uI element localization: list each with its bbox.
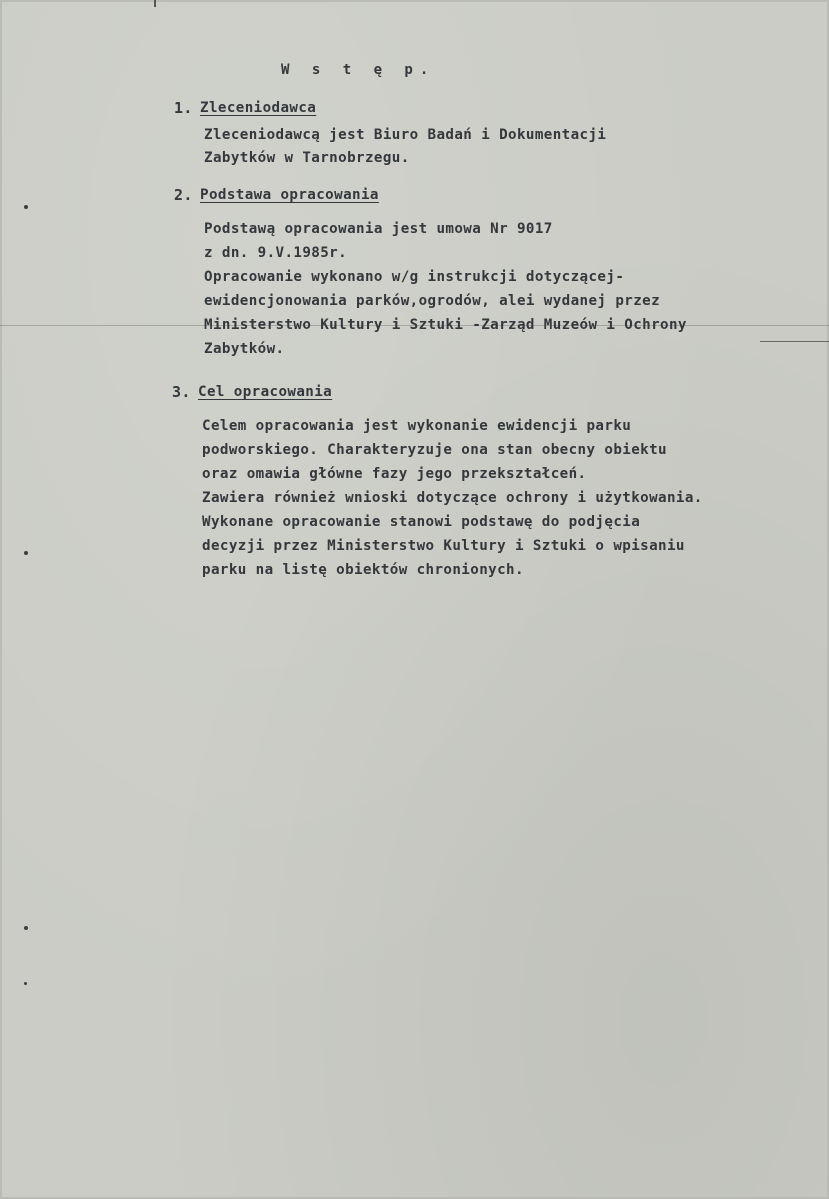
- section-text-line: ewidencjonowania parków,ogrodów, alei wydanej przez: [204, 293, 661, 309]
- paper-fold-line-right: [760, 341, 829, 342]
- section-heading: Cel opracowania: [198, 384, 333, 400]
- section-number: 2.: [174, 186, 193, 204]
- section-text-line: oraz omawia główne fazy jego przekształceń.: [202, 466, 587, 482]
- punch-hole-dot: [24, 982, 27, 985]
- section-text-line: Wykonane opracowanie stanowi podstawę do podjęcia: [202, 514, 641, 530]
- section-text-line: Zabytków.: [204, 341, 285, 357]
- section-text-line: Zleceniodawcą jest Biuro Badań i Dokumentacji: [204, 127, 607, 143]
- paper-mark: [154, 0, 156, 7]
- document-title: W s t ę p.: [281, 62, 436, 78]
- section-text-line: Ministerstwo Kultury i Sztuki -Zarząd Muzeów i Ochrony: [204, 317, 687, 333]
- section-text-line: decyzji przez Ministerstwo Kultury i Sztuki o wpisaniu: [202, 538, 685, 554]
- section-text-line: Zawiera również wnioski dotyczące ochrony i użytkowania.: [202, 490, 703, 506]
- section-heading: Zleceniodawca: [200, 100, 317, 116]
- section-text-line: Zabytków w Tarnobrzegu.: [204, 150, 410, 166]
- section-text-line: Podstawą opracowania jest umowa Nr 9017: [204, 221, 553, 237]
- punch-hole-dot: [24, 551, 28, 555]
- section-text-line: z dn. 9.V.1985r.: [204, 245, 348, 261]
- section-number: 3.: [172, 383, 191, 401]
- section-text-line: Celem opracowania jest wykonanie ewidencji parku: [202, 418, 632, 434]
- punch-hole-dot: [24, 205, 28, 209]
- punch-hole-dot: [24, 926, 28, 930]
- section-number: 1.: [174, 99, 193, 117]
- section-text-line: podworskiego. Charakteryzuje ona stan obecny obiektu: [202, 442, 667, 458]
- section-text-line: Opracowanie wykonano w/g instrukcji dotyczącej-: [204, 269, 625, 285]
- section-text-line: parku na listę obiektów chronionych.: [202, 562, 524, 578]
- section-heading: Podstawa opracowania: [200, 187, 379, 203]
